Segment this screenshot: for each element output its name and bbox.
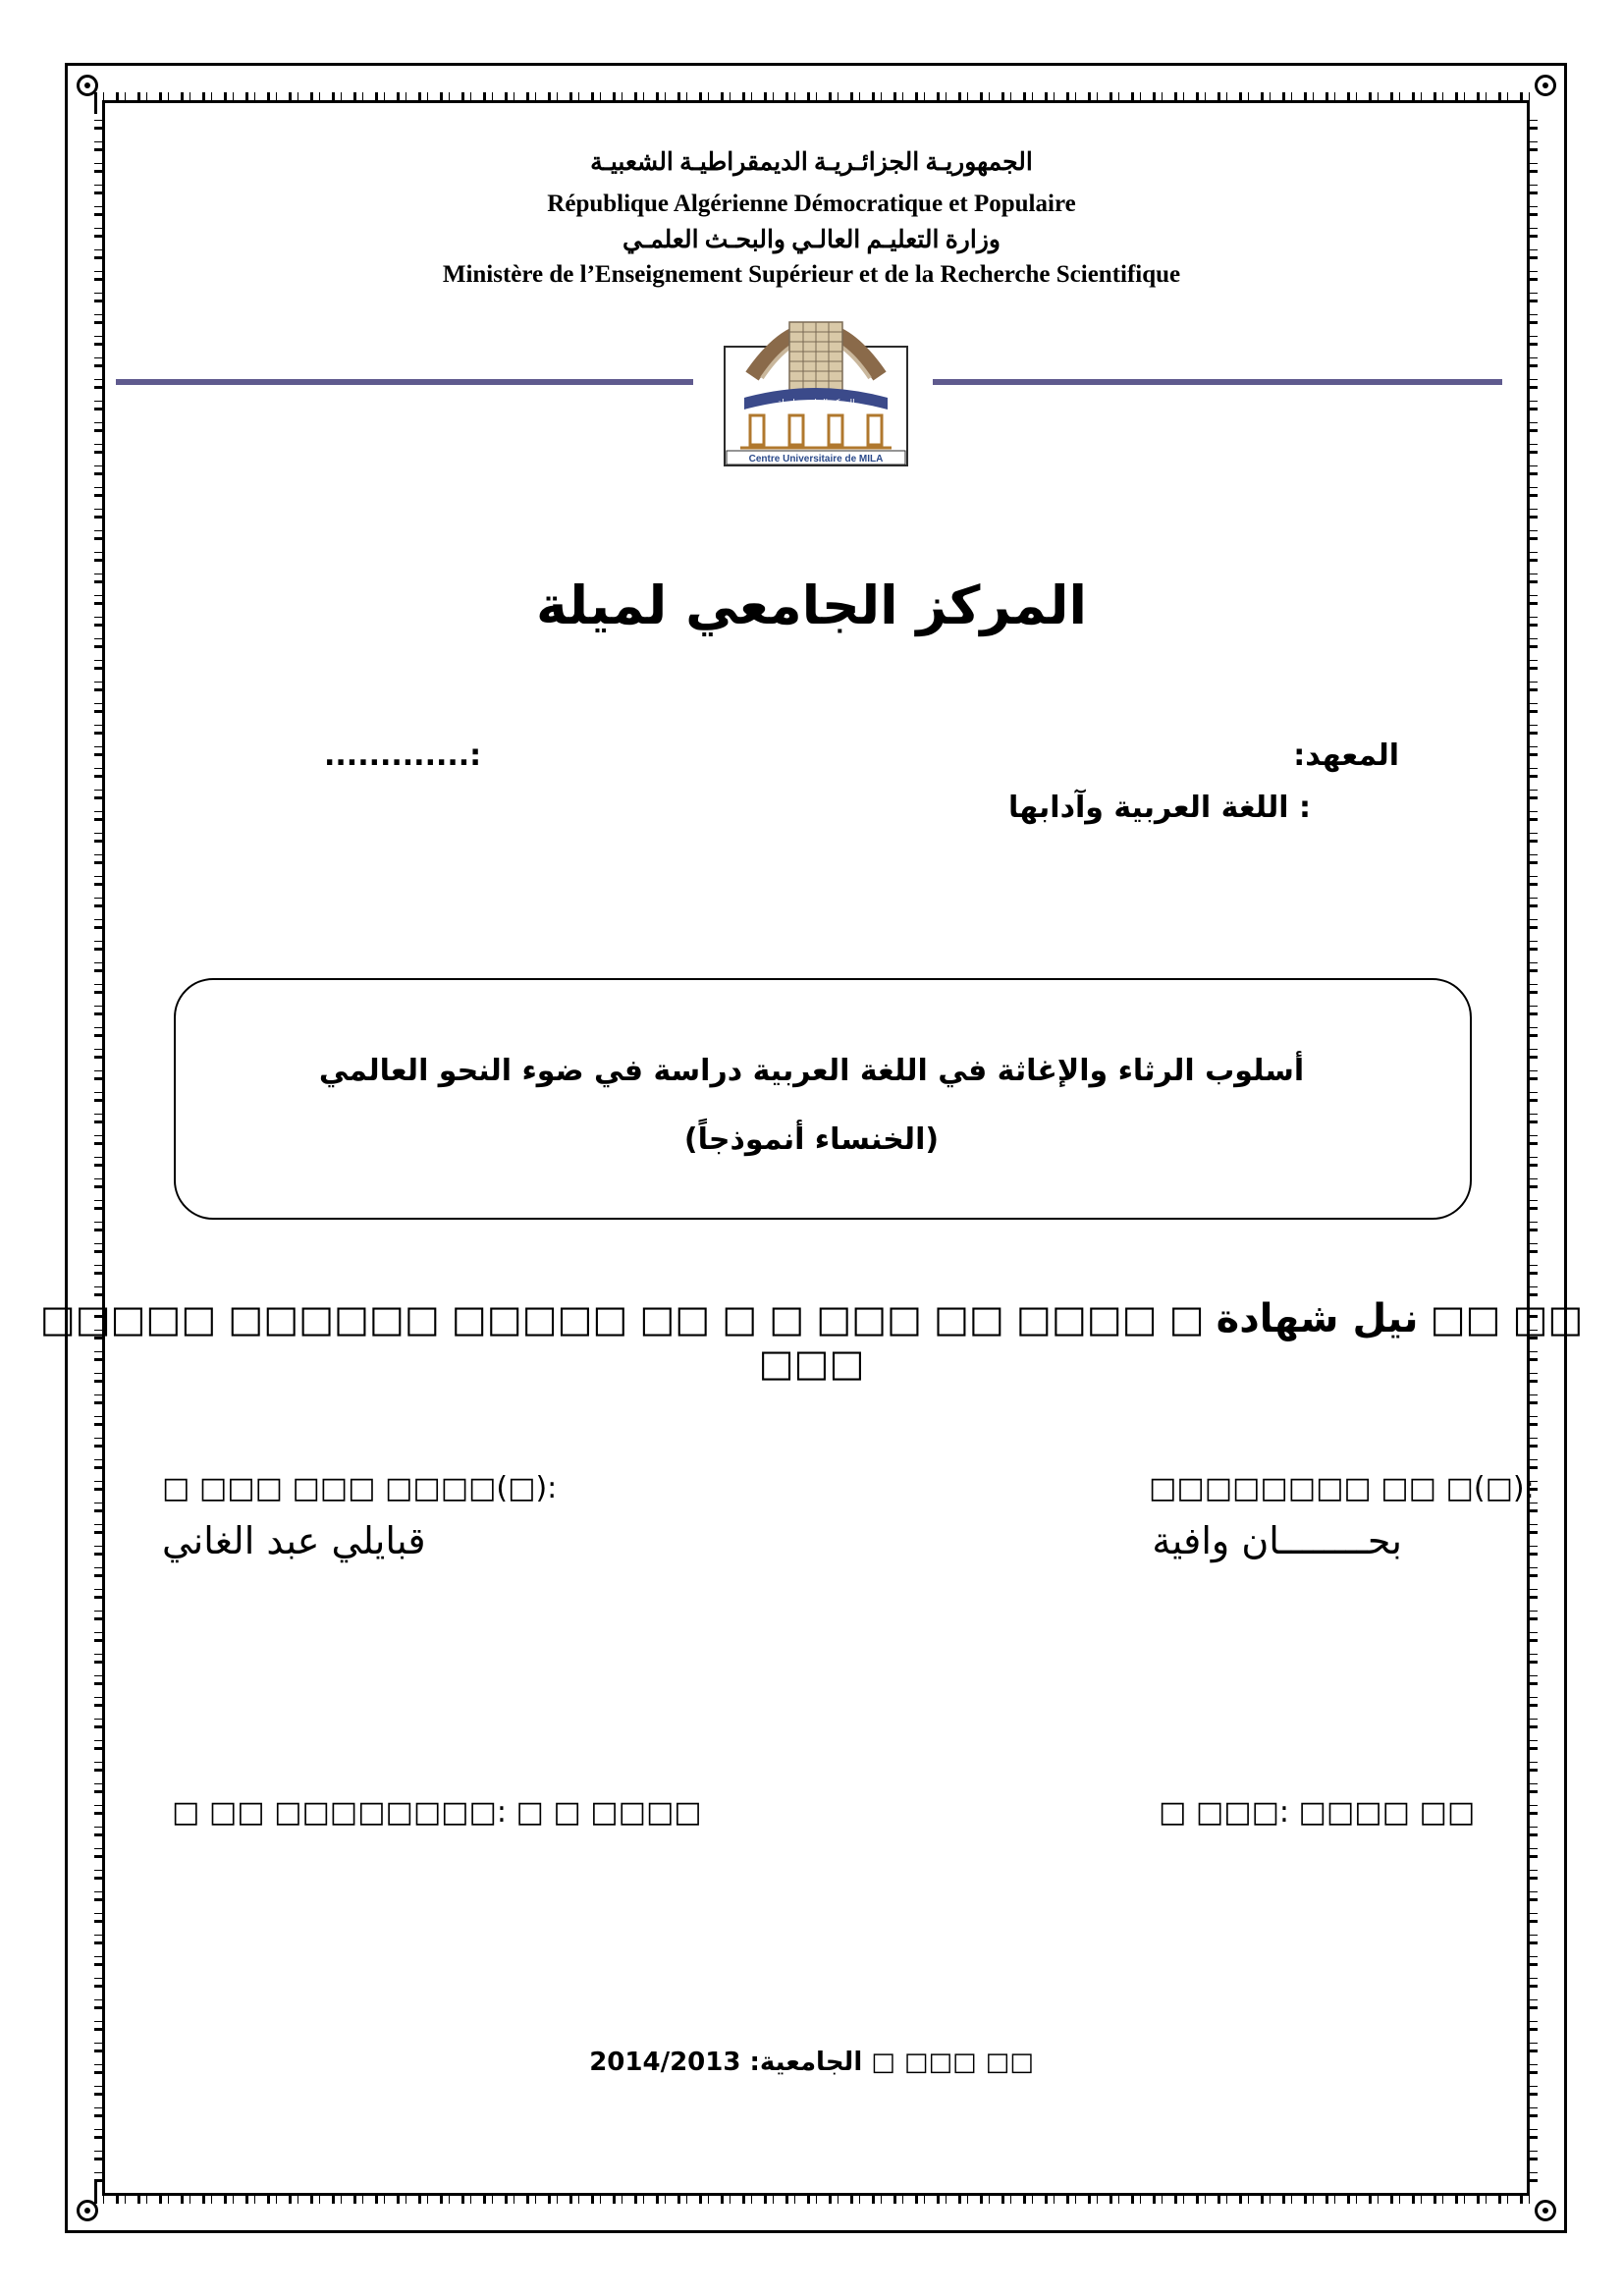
header-french-republic: République Algérienne Démocratique et Populaire	[547, 191, 1076, 217]
student-name: بحــــــــان وافية	[1152, 1519, 1402, 1562]
institute-label: المعهد:	[1293, 738, 1399, 773]
corner-ornament-icon	[1535, 2200, 1556, 2221]
logo-arabic-text: المركز الجامعي لميلة	[777, 399, 855, 409]
corner-ornament-icon	[77, 75, 98, 96]
thesis-title-line-2: (الخنساء أنموذجاً)	[683, 1122, 940, 1157]
institution-title: المركز الجامعي لميلة	[535, 574, 1087, 636]
degree-suffix: □□ □□ □□□	[758, 1297, 1584, 1385]
header-rule-left	[116, 379, 693, 385]
header-french-ministry: Ministère de l’Enseignement Supérieur et de la Recherche Scientifique	[442, 261, 1181, 288]
corner-ornament-icon	[1535, 75, 1556, 96]
thesis-title-box	[174, 978, 1472, 1220]
degree-emphasis: نيل شهادة	[1216, 1296, 1419, 1341]
supervisor-name: قبايلي عبد الغاني	[162, 1519, 426, 1562]
department-value: : اللغة العربية وآدابها	[1007, 791, 1311, 825]
degree-statement	[0, 1296, 1623, 1385]
academic-year: □□ □□□ □ الجامعية: 2014/2013	[589, 2048, 1034, 2077]
degree-prefix: □□□□□ □□□□□□ □□□□□ □□ □ □ □□□ □□ □□□□ □	[39, 1297, 1205, 1340]
header-arabic-republic: الجمهوريـة الجزائـريـة الديمقراطيـة الشعبيـة	[590, 149, 1033, 176]
date-right: □ □□□: □□□□ □□	[1159, 1795, 1476, 1830]
header-rule-right	[933, 379, 1502, 385]
header-arabic-ministry: وزارة التعليـم العالـي والبحـث العلمـي	[622, 227, 1001, 253]
logo-caption: Centre Universitaire de MILA	[748, 454, 884, 465]
university-logo	[723, 288, 909, 467]
thesis-title-line-1: أسلوب الرثاء والإغاثة في اللغة العربية دراسة في ضوء النحو العالمي	[318, 1054, 1305, 1088]
supervisor-label: □ □□□ □□□ □□□□(□):	[162, 1471, 558, 1505]
department-placeholder: .............:	[324, 738, 482, 773]
student-label: □□□□□□□□ □□ □(□):	[1149, 1471, 1535, 1505]
date-left: □ □□ □□□□□□□□: □ □ □□□□	[172, 1795, 702, 1830]
corner-ornament-icon	[77, 2200, 98, 2221]
